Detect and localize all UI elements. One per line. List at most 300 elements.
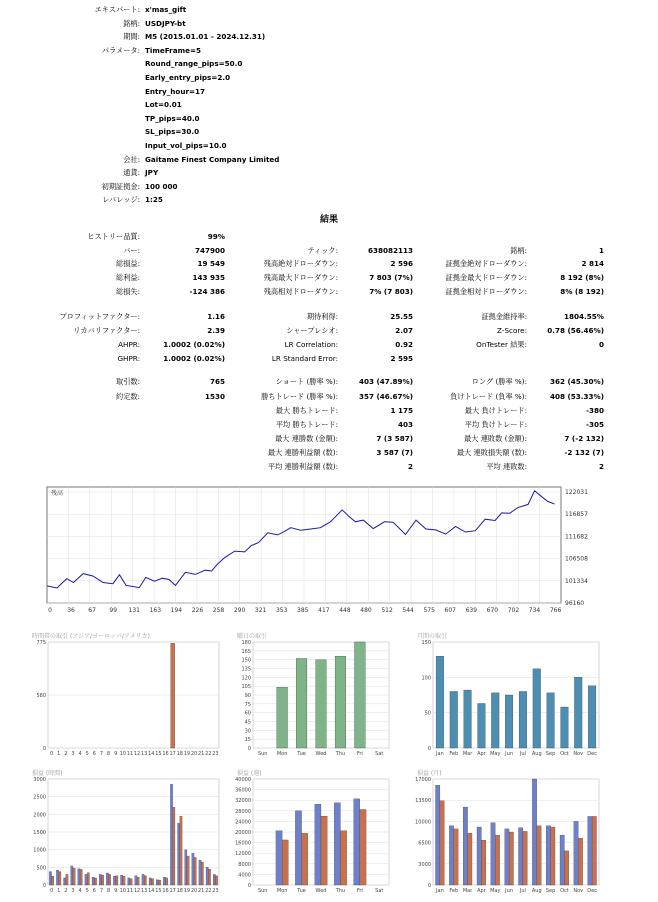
x-tick-label: 0 (48, 607, 52, 614)
x-tick-label: Mar (462, 751, 473, 757)
bar (547, 693, 555, 748)
bar (135, 876, 137, 885)
bar (491, 823, 495, 885)
stat-label: AHPR: (118, 340, 140, 349)
x-tick-label: 18 (176, 888, 183, 894)
bar (199, 860, 201, 885)
x-tick-label: Nov (573, 888, 584, 894)
x-tick-label: 12 (133, 888, 141, 894)
y-tick-label: 13500 (415, 798, 431, 805)
x-tick-label: 353 (275, 607, 288, 614)
bar (588, 686, 596, 748)
x-tick-label: Jul (519, 888, 526, 894)
hourly-profit-chart (30, 767, 225, 897)
x-tick-label: 23 (212, 888, 219, 894)
stat-value: 8% (8 192) (560, 287, 604, 296)
y-tick-label: 45 (244, 719, 251, 726)
bar (49, 872, 51, 885)
hourly-trades-chart (30, 630, 225, 760)
y-tick-label: 36000 (235, 787, 251, 794)
x-tick-label: 2 (64, 888, 68, 894)
bar (477, 827, 481, 885)
stat-label: 取引数: (116, 377, 140, 386)
y-tick-label: 101334 (565, 577, 588, 585)
x-tick-label: 15 (155, 888, 162, 894)
y-tick-label: 32000 (235, 798, 251, 805)
bar (215, 876, 217, 885)
stat-label: シャープレシオ: (286, 326, 338, 335)
bar (59, 872, 61, 885)
y-tick-label: 105 (241, 684, 251, 691)
parameter-label: 初期証拠金: (101, 181, 140, 191)
stat-label: 勝ちトレード (勝率 %): (261, 392, 338, 401)
bar (450, 691, 458, 748)
y-tick-label: 3000 (418, 861, 431, 868)
bar (142, 874, 144, 885)
bar (116, 876, 118, 885)
bar (468, 833, 472, 885)
stat-value: 1 (598, 246, 604, 255)
bar (56, 870, 58, 885)
y-tick-label: 28000 (235, 808, 251, 815)
bar (295, 811, 301, 885)
x-tick-label: 22 (205, 751, 212, 757)
y-tick-label: 60 (244, 710, 251, 717)
x-tick-label: 18 (176, 751, 183, 757)
y-tick-label: 2000 (33, 812, 46, 819)
x-tick-label: 639 (465, 607, 478, 614)
x-tick-label: 17 (169, 751, 176, 757)
x-tick-label: 10 (119, 751, 126, 757)
stat-value: 2 (407, 462, 413, 471)
y-tick-label: 8000 (238, 861, 251, 868)
x-tick-label: 131 (128, 607, 140, 614)
stat-value: 747900 (194, 246, 225, 255)
stat-value: 403 (47.89%) (358, 377, 413, 386)
x-tick-label: 10 (119, 888, 126, 894)
stat-label: 証拠金相対ドローダウン: (445, 287, 527, 296)
x-tick-label: 16 (162, 751, 169, 757)
bar (505, 695, 513, 748)
x-tick-label: 12 (133, 751, 141, 757)
x-tick-label: Wed (315, 751, 327, 757)
x-tick-label: Jan (436, 751, 444, 757)
x-tick-label: Fri (356, 888, 363, 894)
chart-title: 残高 (51, 490, 64, 497)
y-tick-label: 100 (421, 675, 431, 682)
stat-value: 1530 (204, 392, 225, 401)
x-tick-label: Sep (545, 888, 556, 894)
y-tick-label: 12000 (235, 851, 251, 858)
x-tick-label: Mar (462, 888, 473, 894)
parameter-value: Early_entry_pips=2.0 (145, 73, 231, 82)
x-tick-label: 9 (114, 888, 118, 894)
x-tick-label: 19 (183, 888, 191, 894)
parameter-value: TimeFrame=5 (145, 45, 201, 55)
y-tick-label: 15 (244, 737, 251, 744)
x-tick-label: 23 (212, 751, 219, 757)
bar (564, 851, 568, 885)
bar (71, 866, 73, 885)
y-tick-label: 150 (241, 657, 251, 664)
bar (109, 874, 111, 885)
stat-label: プロフィットファクター: (59, 312, 140, 321)
x-tick-label: 19 (183, 751, 191, 757)
x-tick-label: Fri (356, 751, 363, 757)
stat-label: ロング (勝率 %): (471, 377, 527, 386)
stat-label: バー: (123, 246, 140, 255)
bar (123, 876, 125, 885)
bar (440, 801, 444, 885)
x-tick-label: 766 (549, 607, 562, 614)
bar (185, 850, 187, 885)
x-tick-label: Tue (297, 888, 306, 894)
y-tick-label: 0 (42, 746, 46, 752)
stat-value: -305 (586, 420, 604, 429)
stat-label: 総利益: (116, 273, 140, 282)
y-tick-label: 0 (247, 746, 251, 752)
bar (454, 829, 458, 885)
weekday-trades-chart (235, 630, 395, 760)
bar (316, 660, 327, 748)
y-tick-label: 120 (241, 675, 251, 682)
x-tick-label: Oct (560, 888, 569, 894)
y-tick-label: 580 (36, 693, 46, 699)
bar (130, 879, 132, 885)
x-tick-label: 20 (190, 751, 198, 757)
x-tick-label: 1 (57, 888, 61, 894)
x-tick-label: 21 (198, 751, 205, 757)
bar (194, 857, 196, 885)
stat-value: 3 587 (7) (376, 448, 413, 457)
y-tick-label: 24000 (235, 819, 251, 826)
stat-label: OnTester 結果: (476, 340, 527, 349)
bar (592, 816, 596, 885)
chart-title: 月間の取引 (417, 633, 448, 640)
stat-value: 2 814 (581, 259, 604, 268)
monthly-trades-chart (415, 630, 605, 760)
x-tick-label: 21 (198, 888, 205, 894)
stat-value: 7 803 (7%) (369, 273, 413, 282)
y-tick-label: 111682 (565, 533, 588, 541)
y-tick-label: 116857 (565, 511, 588, 519)
stat-value: 403 (397, 420, 413, 429)
x-tick-label: Jul (519, 751, 526, 757)
x-tick-label: 607 (444, 607, 456, 614)
stat-value: 2.39 (207, 326, 225, 335)
chart-title: 損益 (時間) (32, 770, 63, 777)
x-tick-label: 163 (149, 607, 162, 614)
x-tick-label: Jun (505, 888, 513, 894)
x-tick-label: Sat (375, 751, 384, 757)
bar (588, 816, 592, 885)
x-tick-label: Nov (573, 751, 584, 757)
stat-value: 1.0002 (0.02%) (163, 340, 225, 349)
stat-label: 期待利得: (306, 312, 338, 321)
y-tick-label: 96160 (565, 600, 585, 607)
x-tick-label: 5 (85, 751, 89, 757)
x-tick-label: 544 (402, 607, 414, 614)
bar (315, 804, 321, 885)
x-tick-label: Apr (477, 888, 486, 894)
bar (158, 880, 160, 885)
stat-label: 最大 連勝利益額 (数): (267, 448, 338, 457)
x-tick-label: 4 (78, 888, 82, 894)
y-tick-label: 165 (241, 648, 251, 655)
bar (519, 691, 527, 748)
parameter-value: TP_pips=40.0 (145, 113, 200, 123)
stat-value: 99% (207, 232, 225, 241)
bar (85, 874, 87, 885)
stat-label: 残高相対ドローダウン: (263, 287, 338, 296)
stat-label: 銘柄: (510, 246, 527, 255)
bar (491, 693, 499, 748)
x-tick-label: 670 (486, 607, 499, 614)
stat-value: 408 (53.33%) (549, 392, 604, 401)
y-tick-label: 40000 (235, 777, 251, 783)
x-tick-label: 4 (78, 751, 82, 757)
bar (277, 687, 288, 748)
stat-value: 2 595 (390, 354, 413, 363)
x-tick-label: Thu (335, 751, 346, 757)
x-tick-label: 5 (85, 888, 89, 894)
bar (355, 642, 366, 748)
y-tick-label: 30 (244, 728, 251, 735)
bar (208, 869, 210, 885)
stat-label: 最大 連勝数 (金額): (275, 434, 338, 443)
bar (464, 690, 472, 748)
y-tick-label: 1500 (33, 830, 46, 836)
bar (73, 868, 75, 885)
y-tick-label: 2500 (33, 794, 46, 801)
bar (151, 879, 153, 885)
bar (276, 831, 282, 885)
parameter-label: 会社: (123, 154, 140, 164)
x-tick-label: Aug (531, 888, 542, 894)
parameter-value: Round_range_pips=50.0 (145, 59, 243, 69)
parameter-value: Lot=0.01 (145, 100, 182, 110)
bar (509, 832, 513, 885)
x-tick-label: 11 (126, 751, 134, 757)
y-tick-label: 0 (427, 883, 431, 889)
bar (87, 873, 89, 885)
parameter-value: Gaitame Finest Company Limited (145, 154, 280, 164)
y-tick-label: 150 (421, 640, 431, 646)
bar (360, 809, 366, 885)
parameter-label: エキスパート: (94, 5, 140, 14)
bar (481, 840, 485, 885)
stat-value: 8 192 (8%) (560, 273, 604, 282)
bar (523, 831, 527, 885)
bar (80, 869, 82, 885)
stat-value: 0.78 (56.46%) (547, 326, 604, 335)
parameter-value: USDJPY-bt (145, 18, 186, 28)
stat-label: リカバリファクター: (73, 326, 140, 335)
plot-area (433, 642, 599, 748)
stat-label: 証拠金維持率: (481, 312, 527, 321)
parameter-label: レバレッジ: (102, 195, 140, 205)
y-tick-label: 20000 (235, 830, 251, 836)
stat-label: 総損失: (116, 287, 140, 296)
stat-value: 2 596 (390, 259, 413, 268)
stat-label: 最大 連敗損失額 (数): (456, 448, 527, 457)
bar (495, 835, 499, 885)
stat-label: 証拠金絶対ドローダウン: (445, 259, 527, 268)
parameter-value: SL_pips=30.0 (145, 127, 200, 137)
x-tick-label: 99 (109, 607, 118, 614)
x-tick-label: May (490, 888, 501, 894)
x-tick-label: 575 (423, 607, 435, 614)
stat-value: 1.16 (207, 312, 225, 321)
bar (574, 821, 578, 885)
bar (156, 880, 158, 885)
bar (578, 838, 582, 885)
x-tick-label: 7 (99, 888, 104, 894)
bar (78, 869, 80, 885)
x-tick-label: 9 (114, 751, 118, 757)
x-tick-label: 14 (148, 888, 155, 894)
bar (52, 876, 54, 885)
x-tick-label: Aug (531, 751, 542, 757)
x-tick-label: Jan (436, 888, 444, 894)
parameter-value: JPY (145, 168, 159, 178)
stat-value: 143 935 (192, 273, 225, 282)
x-tick-label: 11 (126, 888, 134, 894)
balance-chart (45, 484, 588, 619)
bar (113, 876, 115, 885)
stat-label: 最大 勝ちトレード: (275, 406, 338, 415)
bar (64, 878, 66, 885)
chart-title: 損益 (月) (417, 770, 442, 777)
parameter-value: x'mas_gift (145, 5, 187, 14)
x-tick-label: 480 (360, 607, 372, 614)
stat-value: 7 (-2 132) (564, 434, 604, 443)
x-tick-label: 6 (92, 888, 96, 894)
bar (144, 876, 146, 885)
parameter-value: Input_vol_pips=10.0 (145, 141, 227, 150)
x-tick-label: 2 (64, 751, 68, 757)
stat-value: -2 132 (7) (564, 448, 604, 457)
bar (99, 874, 101, 885)
stat-label: ショート (勝率 %): (275, 377, 338, 386)
x-tick-label: 3 (71, 888, 75, 894)
bar (574, 677, 582, 748)
bar (206, 867, 208, 885)
stat-value: -124 386 (189, 287, 225, 296)
x-tick-label: 0 (49, 888, 54, 894)
stat-label: 最大 連敗数 (金額): (464, 434, 527, 443)
bar (302, 833, 308, 885)
bar (106, 873, 108, 885)
x-tick-label: Dec (587, 888, 597, 894)
x-tick-label: 8 (106, 751, 111, 757)
y-tick-label: 4000 (238, 872, 251, 879)
x-tick-label: Mon (276, 751, 288, 757)
stat-value: 1 175 (390, 406, 413, 415)
bar (533, 669, 541, 748)
x-tick-label: 13 (141, 888, 148, 894)
stat-value: 1.0002 (0.02%) (163, 354, 225, 363)
bar (435, 785, 439, 885)
bar (201, 862, 203, 885)
bar (340, 831, 346, 885)
parameter-value: 1:25 (145, 195, 163, 205)
x-tick-label: Mon (276, 888, 288, 894)
stat-label: 負けトレード (負率 %): (450, 392, 527, 401)
x-tick-label: Tue (297, 751, 306, 757)
bar (505, 829, 509, 885)
bar (546, 826, 550, 885)
y-tick-label: 1000 (33, 847, 46, 854)
bar (436, 656, 444, 748)
stat-value: 7% (7 803) (369, 287, 413, 296)
y-tick-label: 16000 (235, 840, 251, 847)
stat-label: 平均 勝ちトレード: (275, 420, 338, 429)
y-tick-label: 17000 (415, 777, 431, 783)
x-tick-label: 22 (205, 888, 212, 894)
bar (192, 853, 194, 885)
x-tick-label: Dec (587, 751, 597, 757)
y-tick-label: 10000 (415, 819, 431, 826)
stat-value: 638082113 (367, 246, 413, 255)
bar (560, 835, 564, 885)
bar (334, 803, 340, 885)
bar (537, 826, 541, 885)
bar (137, 877, 139, 885)
x-tick-label: 226 (191, 607, 204, 614)
x-tick-label: 1 (57, 751, 61, 757)
x-tick-label: Sun (257, 751, 268, 757)
stat-value: 357 (46.67%) (358, 392, 413, 401)
stat-label: 平均 連勝利益額 (数): (267, 462, 338, 471)
stat-label: LR Correlation: (284, 340, 338, 349)
x-tick-label: 7 (99, 751, 104, 757)
stat-value: 2 (598, 462, 604, 471)
y-tick-label: 0 (427, 746, 431, 752)
stat-value: -380 (586, 406, 604, 415)
stat-label: GHPR: (117, 354, 140, 363)
y-tick-label: 3000 (33, 777, 46, 783)
parameter-label: 銘柄: (123, 18, 140, 28)
x-tick-label: 36 (67, 607, 75, 614)
x-tick-label: 385 (297, 607, 309, 614)
parameter-label: 期間: (123, 32, 140, 42)
stat-value: 0.92 (395, 340, 413, 349)
x-tick-label: 448 (339, 607, 351, 614)
y-tick-label: 106508 (565, 555, 588, 563)
y-tick-label: 0 (247, 883, 251, 889)
stat-label: ヒストリー品質: (87, 232, 140, 241)
x-tick-label: 321 (254, 607, 267, 614)
stat-label: LR Standard Error: (271, 354, 338, 363)
stat-label: Z-Score: (497, 326, 527, 335)
bar (171, 643, 175, 748)
x-tick-label: 20 (190, 888, 198, 894)
bar (463, 807, 467, 885)
stat-value: 7 (3 587) (376, 434, 413, 443)
x-tick-label: 734 (528, 607, 541, 614)
x-tick-label: 702 (507, 607, 520, 614)
x-tick-label: Oct (560, 751, 569, 757)
bar (532, 779, 536, 885)
stat-value: 765 (209, 377, 225, 386)
stat-label: 証拠金最大ドローダウン: (445, 273, 527, 282)
x-tick-label: 3 (71, 751, 75, 757)
bar (335, 656, 346, 748)
bar (128, 878, 130, 885)
bar (121, 875, 123, 885)
stat-value: 25.55 (390, 312, 413, 321)
